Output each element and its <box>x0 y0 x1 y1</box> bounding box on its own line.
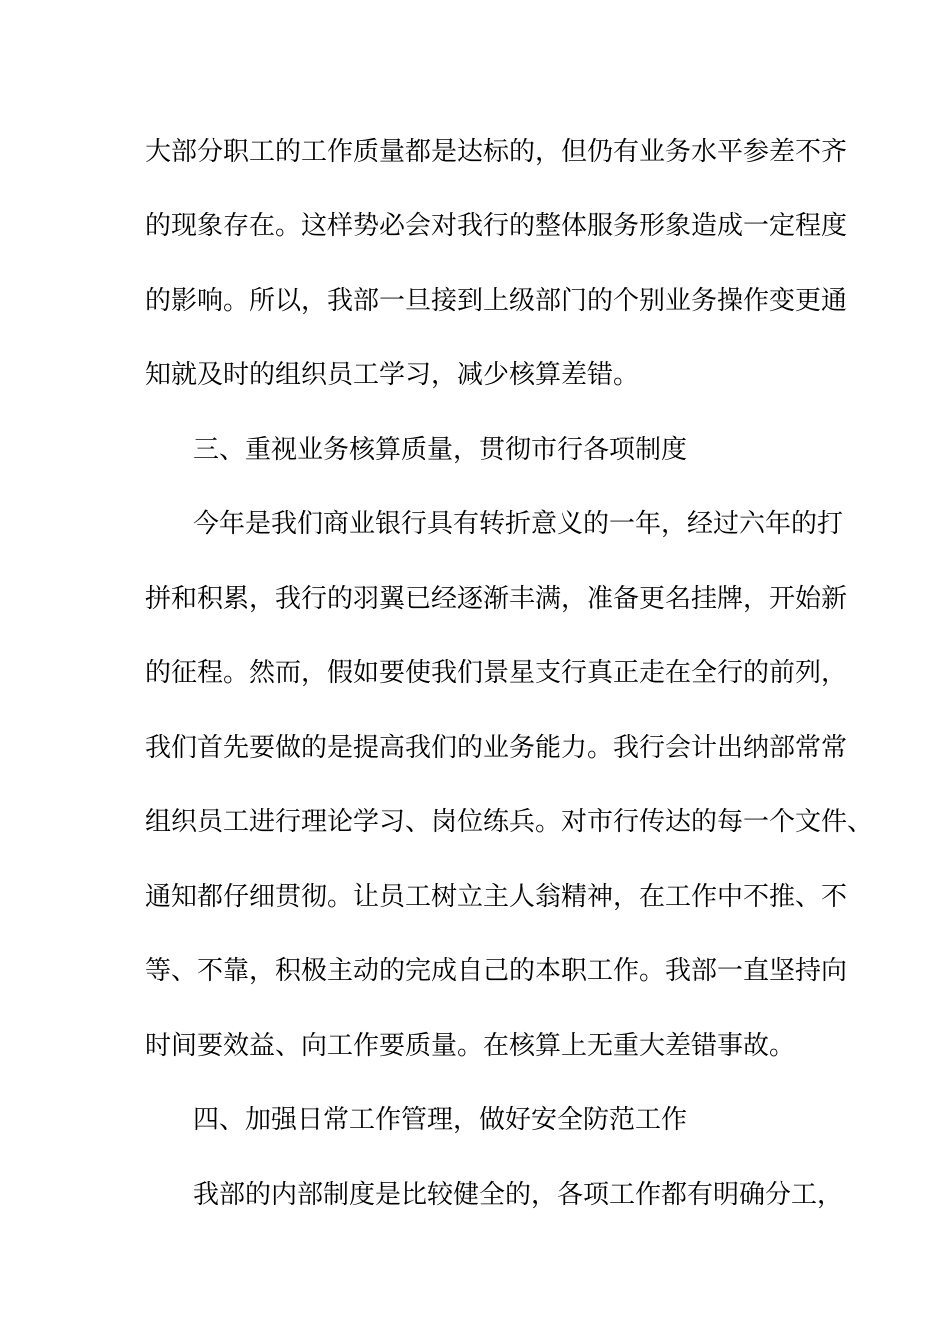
paragraph-line: 大部分职工的工作质量都是达标的，但仍有业务水平参差不齐 <box>145 137 848 167</box>
paragraph-line: 等、不靠，积极主动的完成自己的本职工作。我部一直坚持向 <box>145 956 848 986</box>
paragraph-line: 时间要效益、向工作要质量。在核算上无重大差错事故。 <box>145 1031 796 1061</box>
paragraph-line: 的征程。然而，假如要使我们景星支行真正走在全行的前列， <box>145 658 848 688</box>
paragraph-line: 今年是我们商业银行具有转折意义的一年，经过六年的打 <box>193 509 844 539</box>
paragraph-line: 的现象存在。这样势必会对我行的整体服务形象造成一定程度 <box>145 211 848 241</box>
paragraph-line: 知就及时的组织员工学习，减少核算差错。 <box>145 360 640 390</box>
paragraph-line: 组织员工进行理论学习、岗位练兵。对市行传达的每一个文件、 <box>145 807 874 837</box>
paragraph-line: 的影响。所以，我部一旦接到上级部门的个别业务操作变更通 <box>145 286 848 316</box>
section-heading-4: 四、加强日常工作管理，做好安全防范工作 <box>193 1105 688 1135</box>
paragraph-line: 我们首先要做的是提高我们的业务能力。我行会计出纳部常常 <box>145 733 848 763</box>
section-heading-3: 三、重视业务核算质量，贯彻市行各项制度 <box>193 435 688 465</box>
paragraph-line: 拼和积累，我行的羽翼已经逐渐丰满，准备更名挂牌，开始新 <box>145 584 848 614</box>
paragraph-line: 我部的内部制度是比较健全的，各项工作都有明确分工， <box>193 1180 844 1210</box>
paragraph-line: 通知都仔细贯彻。让员工树立主人翁精神，在工作中不推、不 <box>145 882 848 912</box>
